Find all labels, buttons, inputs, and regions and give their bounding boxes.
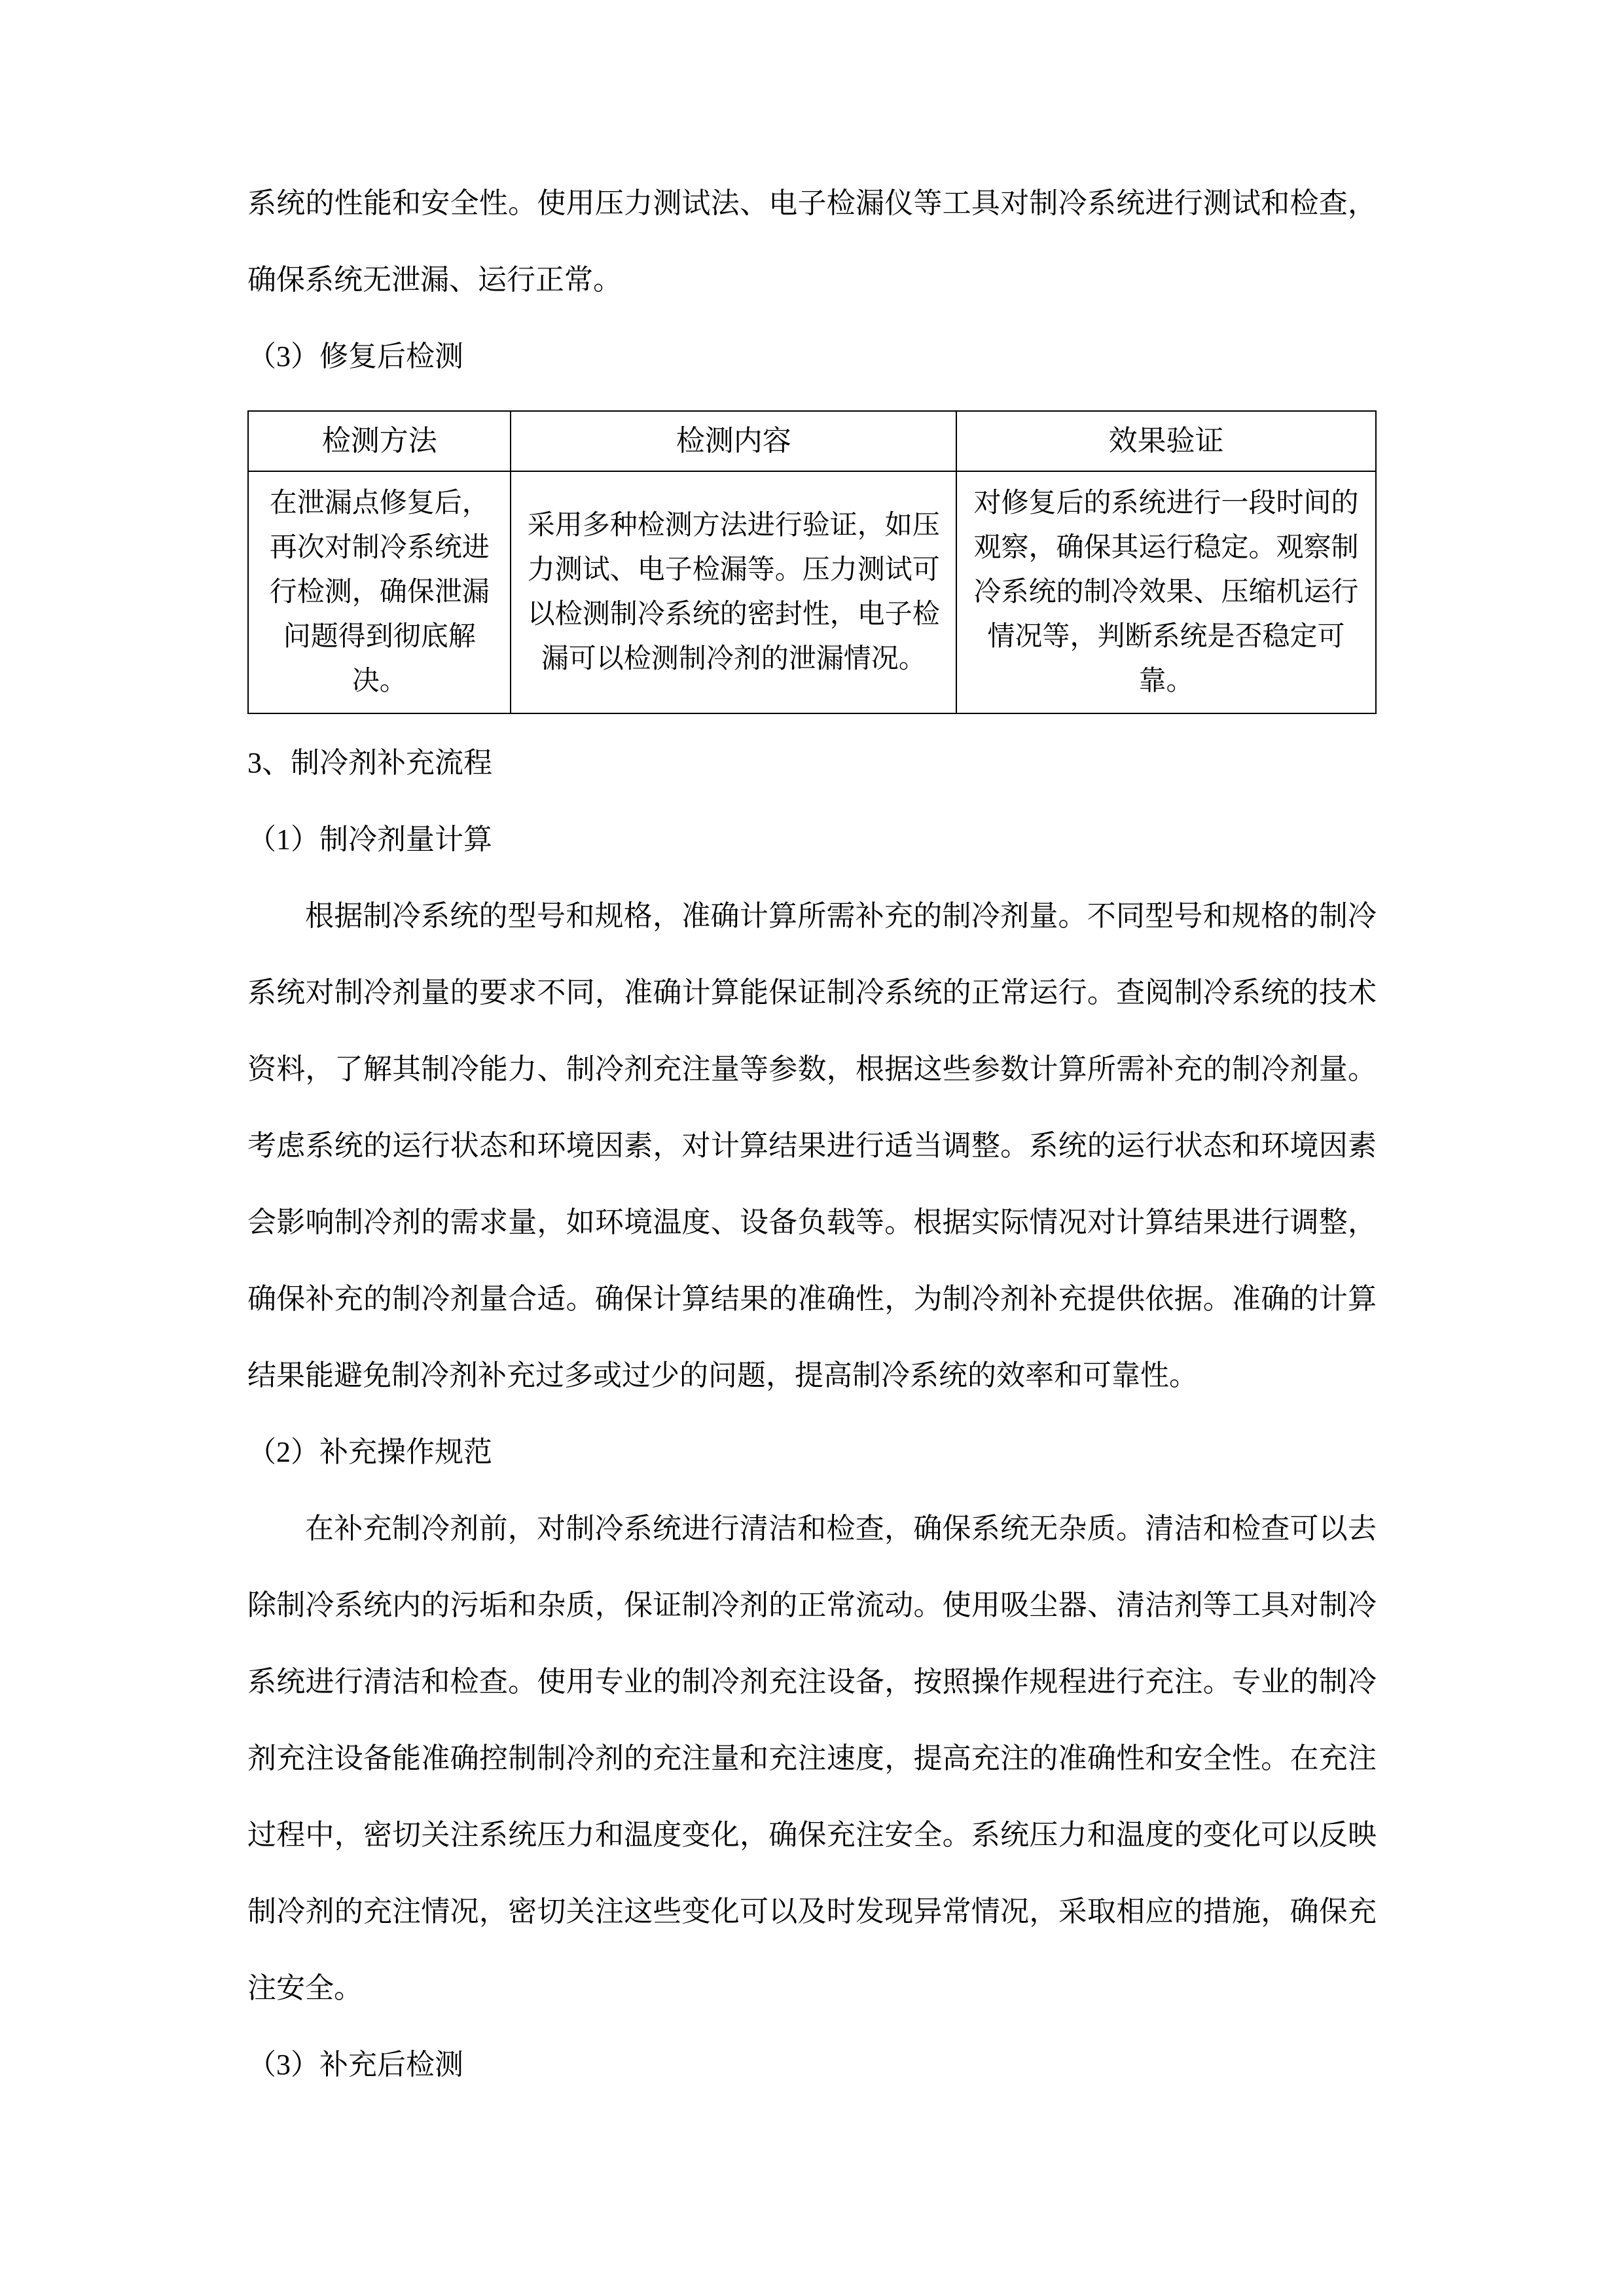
heading-section3: 3、制冷剂补充流程 xyxy=(247,747,492,779)
paragraph-charging-procedure: 在补充制冷剂前，对制冷系统进行清洁和检查，确保系统无杂质。清洁和检查可以去除制冷系统内的污垢和杂质，保证制冷剂的正常流动。使用吸尘器、清洁剂等工具对制冷系统进行清洁和检查。使用专业的制冷剂充注设备，按照操作规程进行充注。专业的制冷剂充注设备能准确控制制冷剂的充注量和充注速度，提高充注的准确性和安全性。在充注过程中，密切关注系统压力和温度变化，确保充注安全。系统压力和温度的变化可以反映制冷剂的充注情况，密切关注这些变化可以及时发现异常情况，采取相应的措施，确保充注安全。 xyxy=(247,1513,1377,2004)
table-header-verify: 效果验证 xyxy=(956,411,1376,471)
spacer xyxy=(247,395,1377,401)
heading-sub3: （3）补充后检测 xyxy=(247,2049,463,2081)
heading-sub1: （1）制冷剂量计算 xyxy=(247,823,492,855)
table-cell-method: 在泄漏点修复后，再次对制冷系统进行检测，确保泄漏问题得到彻底解决。 xyxy=(248,471,511,713)
heading-repair-check: （3）修复后检测 xyxy=(247,340,463,372)
paragraph-refrigerant-calculation: 根据制冷系统的型号和规格，准确计算所需补充的制冷剂量。不同型号和规格的制冷系统对制冷剂量的要求不同，准确计算能保证制冷系统的正常运行。查阅制冷系统的技术资料，了解其制冷能力、制冷剂充注量等参数，根据这些参数计算所需补充的制冷剂量。考虑系统的运行状态和环境因素，对计算结果进行适当调整。系统的运行状态和环境因素会影响制冷剂的需求量，如环境温度、设备负载等。根据实际情况对计算结果进行调整，确保补充的制冷剂量合适。确保计算结果的准确性，为制冷剂补充提供依据。准确的计算结果能避免制冷剂补充过多或过少的问题，提高制冷系统的效率和可靠性。 xyxy=(247,900,1377,1391)
intro-paragraph: 系统的性能和安全性。使用压力测试法、电子检漏仪等工具对制冷系统进行测试和检查，确保系统无泄漏、运行正常。 xyxy=(247,187,1377,296)
table-header-method: 检测方法 xyxy=(248,411,511,471)
table-cell-content: 采用多种检测方法进行验证，如压力测试、电子检漏等。压力测试可以检测制冷系统的密封性，电子检漏可以检测制冷剂的泄漏情况。 xyxy=(511,471,956,713)
repair-check-table xyxy=(247,410,1377,714)
heading-sub2: （2）补充操作规范 xyxy=(247,1436,492,1468)
table-header-content: 检测内容 xyxy=(511,411,956,471)
table-header-row xyxy=(248,411,1376,471)
table-row xyxy=(248,471,1376,713)
table-cell-verify: 对修复后的系统进行一段时间的观察，确保其运行稳定。观察制冷系统的制冷效果、压缩机运行情况等，判断系统是否稳定可靠。 xyxy=(956,471,1376,713)
